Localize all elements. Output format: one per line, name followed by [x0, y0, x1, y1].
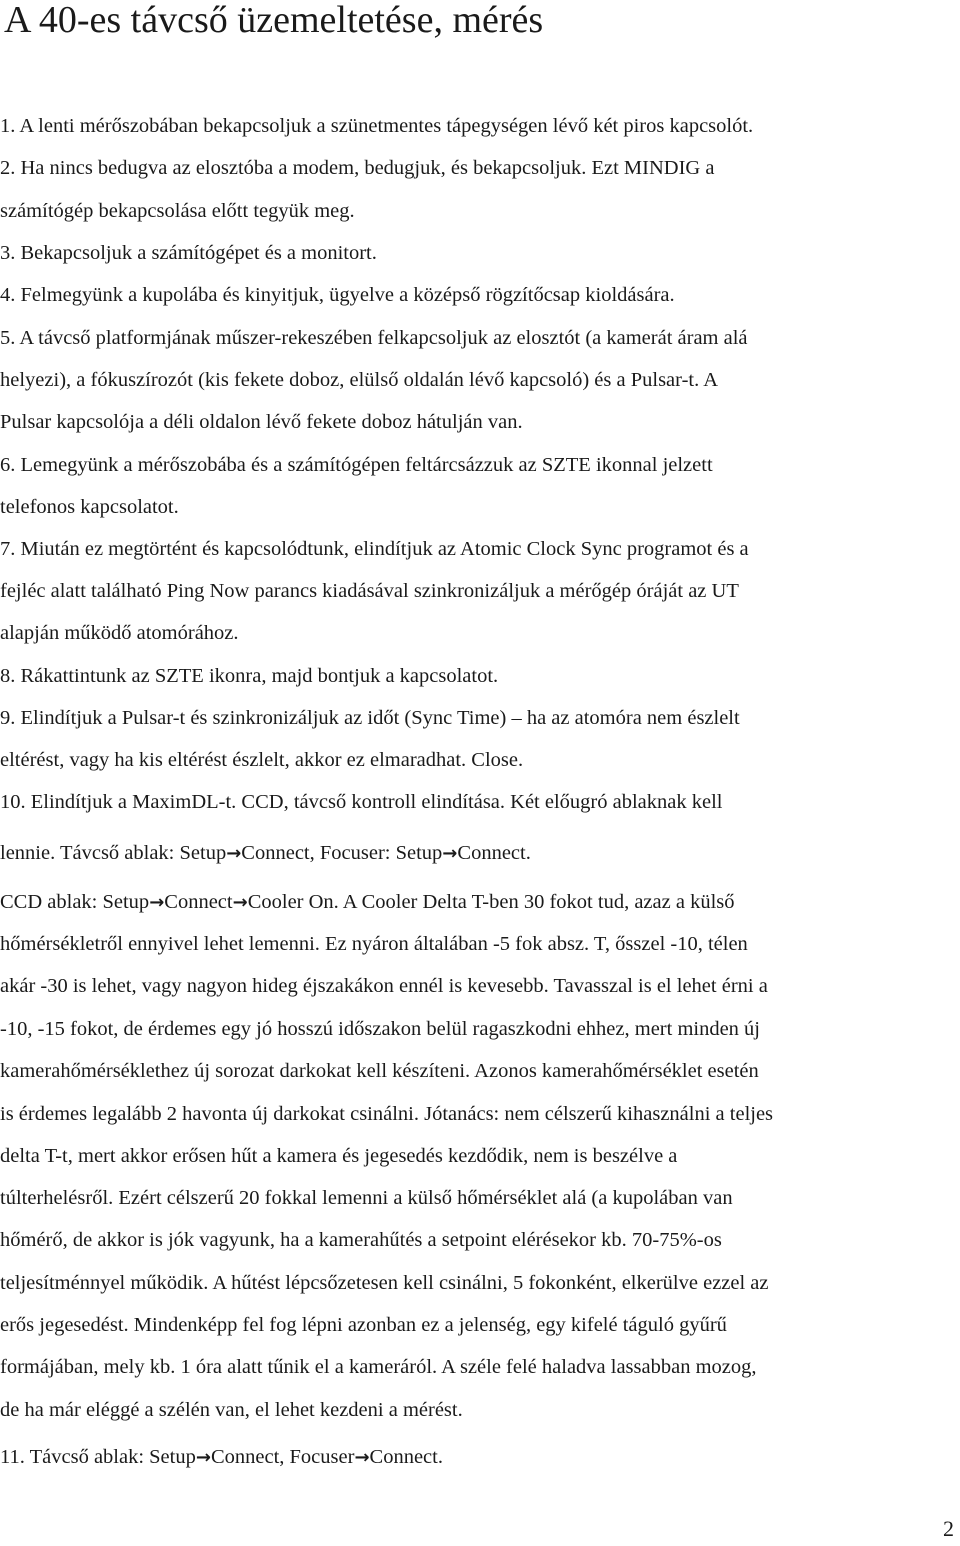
ccd-line-1	[0, 889, 735, 916]
ccd-line-4: -10, -15 fokot, de érdemes egy jó hosszú időszakon belül ragaszkodni ehhez, mert minden új	[0, 1018, 761, 1040]
step-1-line-1: 1. A lenti mérőszobában bekapcsoljuk a szünetmentes tápegységen lévő két piros kapcsolót.	[0, 115, 754, 137]
ccd-line-9: hőmérő, de akkor is jók vagyunk, ha a kamerahűtés a setpoint elérésekor kb. 70-75%-os	[0, 1229, 722, 1251]
text-segment: Cooler On. A Cooler Delta T-ben 30 fokot tud, azaz a külső	[247, 891, 735, 913]
text-segment: lennie. Távcső ablak: Setup	[0, 842, 227, 864]
page-number: 2	[943, 1516, 954, 1541]
step-7-line-2: fejléc alatt található Ping Now parancs kiadásával szinkronizáljuk a mérőgép óráját az UT	[0, 580, 739, 602]
ccd-line-12: formájában, mely kb. 1 óra alatt tűnik el a kameráról. A széle felé haladva lassabban mozog,	[0, 1356, 757, 1378]
text-segment: Connect.	[369, 1446, 443, 1468]
arrow-icon: →	[232, 892, 248, 913]
step-5-line-2: helyezi), a fókuszírozót (kis fekete doboz, elülső oldalán lévő kapcsoló) és a Pulsar-t. A	[0, 369, 719, 391]
ccd-line-13: de ha már eléggé a szélén van, el lehet kezdeni a mérést.	[0, 1399, 463, 1421]
arrow-icon: →	[442, 843, 458, 864]
step-11-line-1	[0, 1444, 443, 1471]
step-7-line-1: 7. Miután ez megtörtént és kapcsolódtunk, elindítjuk az Atomic Clock Sync programot és a	[0, 538, 749, 560]
step-10-line-2	[0, 840, 531, 867]
step-8-line-1: 8. Rákattintunk az SZTE ikonra, majd bontjuk a kapcsolatot.	[0, 665, 499, 687]
arrow-icon: →	[354, 1447, 370, 1468]
step-2-line-1: 2. Ha nincs bedugva az elosztóba a modem, bedugjuk, és bekapcsoljuk. Ezt MINDIG a	[0, 157, 715, 179]
document-title: A 40-es távcső üzemeltetése, mérés	[4, 0, 544, 41]
arrow-icon: →	[149, 892, 165, 913]
ccd-line-11: erős jegesedést. Mindenképp fel fog lépni azonban ez a jelenség, egy kifelé táguló gyűrű	[0, 1314, 727, 1336]
text-segment: 11. Távcső ablak: Setup	[0, 1446, 196, 1468]
step-5-line-1: 5. A távcső platformjának műszer-rekeszében felkapcsoljuk az elosztót (a kamerát áram alá	[0, 327, 748, 349]
ccd-line-10: teljesítménnyel működik. A hűtést lépcsőzetesen kell csinálni, 5 fokonként, elkerülve ezzel az	[0, 1272, 769, 1294]
text-segment: Connect.	[457, 842, 531, 864]
text-segment: Connect	[164, 891, 233, 913]
step-2-line-2: számítógép bekapcsolása előtt tegyük meg.	[0, 200, 355, 222]
ccd-line-5: kamerahőmérséklethez új sorozat darkokat kell készíteni. Azonos kamerahőmérséklet esetén	[0, 1060, 759, 1082]
text-segment: CCD ablak: Setup	[0, 891, 150, 913]
ccd-line-2: hőmérsékletről ennyivel lehet lemenni. Ez nyáron általában -5 fok absz. T, ősszel -10, télen	[0, 933, 748, 955]
arrow-icon: →	[195, 1447, 211, 1468]
text-segment: Connect, Focuser: Setup	[241, 842, 443, 864]
step-6-line-2: telefonos kapcsolatot.	[0, 496, 179, 518]
arrow-icon: →	[226, 843, 242, 864]
ccd-line-8: túlterhelésről. Ezért célszerű 20 fokkal lemenni a külső hőmérséklet alá (a kupolában van	[0, 1187, 733, 1209]
step-3-line-1: 3. Bekapcsoljuk a számítógépet és a monitort.	[0, 242, 377, 264]
text-segment: Connect, Focuser	[210, 1446, 355, 1468]
step-10-line-1: 10. Elindítjuk a MaximDL-t. CCD, távcső kontroll elindítása. Két előugró ablaknak kell	[0, 791, 723, 813]
step-5-line-3: Pulsar kapcsolója a déli oldalon lévő fekete doboz hátulján van.	[0, 411, 523, 433]
step-9-line-2: eltérést, vagy ha kis eltérést észlelt, akkor ez elmaradhat. Close.	[0, 749, 524, 771]
ccd-line-6: is érdemes legalább 2 havonta új darkokat csinálni. Jótanács: nem célszerű kihasználni a teljes	[0, 1103, 774, 1125]
step-7-line-3: alapján működő atomórához.	[0, 622, 239, 644]
step-4-line-1: 4. Felmegyünk a kupolába és kinyitjuk, ügyelve a középső rögzítőcsap kioldására.	[0, 284, 675, 306]
step-9-line-1: 9. Elindítjuk a Pulsar-t és szinkronizáljuk az időt (Sync Time) – ha az atomóra nem észlelt	[0, 707, 740, 729]
ccd-line-3: akár -30 is lehet, vagy nagyon hideg éjszakákon ennél is kevesebb. Tavasszal is el lehet érni a	[0, 975, 768, 997]
ccd-line-7: delta T-t, mert akkor erősen hűt a kamera és jegesedés kezdődik, nem is beszélve a	[0, 1145, 678, 1167]
step-6-line-1: 6. Lemegyünk a mérőszobába és a számítógépen feltárcsázzuk az SZTE ikonnal jelzett	[0, 454, 713, 476]
